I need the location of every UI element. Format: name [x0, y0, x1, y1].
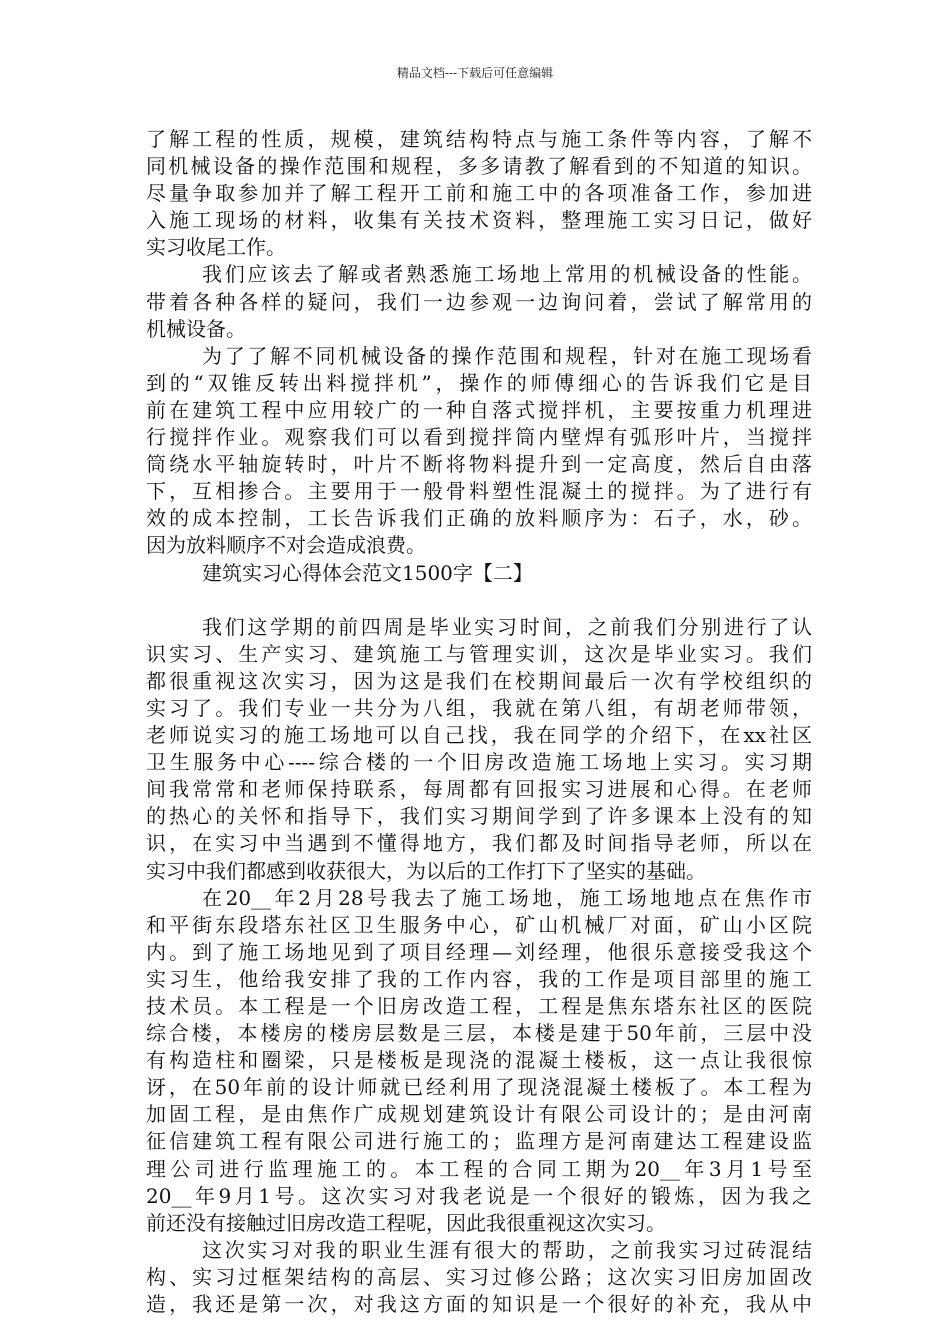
text-line: 实习了。我们专业一共分为八组，我就在第八组，有胡老师带领，: [146, 695, 812, 720]
text-line: 为了了解不同机械设备的操作范围和规程，针对在施工现场看: [202, 343, 812, 368]
text-line: 因为放料顺序不对会造成浪费。: [146, 533, 426, 558]
text-line: 实习生，他给我安排了我的工作内容，我的工作是项目部里的施工: [146, 966, 812, 991]
text-line: 间我常常和老师保持联系，每周都有回报实习进展和心得。在老师: [146, 777, 812, 802]
paragraph: [146, 126, 812, 261]
text-line: 和平街东段塔东社区卫生服务中心，矿山机械厂对面，矿山小区院: [146, 912, 812, 937]
text-line: 构、实习过框架结构的高层、实习过修公路；这次实习旧房加固改: [146, 1264, 812, 1289]
text-line: 我们应该去了解或者熟悉施工场地上常用的机械设备的性能。: [202, 262, 812, 287]
text-line: 有构造柱和圈梁，只是楼板是现浇的混凝土楼板，这一点让我很惊: [146, 1048, 812, 1073]
text-line: 20__年9月1号。这次实习对我老说是一个很好的锻炼，因为我之: [146, 1183, 812, 1208]
text-line: 效的成本控制，工长告诉我们正确的放料顺序为：石子，水，砂。: [146, 506, 812, 531]
text-line: 理公司进行监理施工的。本工程的合同工期为20__年3月1号至: [146, 1156, 812, 1181]
text-line: 实习收尾工作。: [146, 235, 286, 260]
text-line: 行搅拌作业。观察我们可以看到搅拌筒内壁焊有弧形叶片，当搅拌: [146, 425, 812, 450]
section-heading: 建筑实习心得体会范文1500字【二】: [202, 560, 533, 585]
text-line: 机械设备。: [146, 316, 246, 341]
text-line: 综合楼，本楼房的楼房层数是三层，本楼是建于50年前，三层中没: [146, 1021, 812, 1046]
text-line: 了解工程的性质，规模，建筑结构特点与施工条件等内容，了解不: [146, 127, 812, 151]
text-line: 前在建筑工程中应用较广的一种自落式搅拌机，主要按重力机理进: [146, 397, 812, 422]
text-line: 造，我还是第一次，对我这方面的知识是一个很好的补充，我从中: [146, 1292, 812, 1317]
text-line: 都很重视这次实习，因为这是我们在校期间最后一次有学校组织的: [146, 668, 812, 693]
paragraph: [146, 614, 812, 885]
text-line: 老师说实习的施工场地可以自己找，我在同学的介绍下，在xx社区: [146, 723, 812, 748]
text-line: 加固工程，是由焦作广成规划建筑设计有限公司设计的；是由河南: [146, 1102, 812, 1127]
text-line: 在20__年2月28号我去了施工场地，施工场地地点在焦作市: [202, 885, 812, 910]
text-line: 同机械设备的操作范围和规程，多多请教了解看到的不知道的知识。: [146, 154, 812, 179]
text-line: 尽量争取参加并了解工程开工前和施工中的各项准备工作，参加进: [146, 181, 812, 206]
blank-line: [146, 587, 812, 614]
text-line: 前还没有接触过旧房改造工程呢，因此我很重视这次实习。: [146, 1210, 666, 1235]
text-line: 识实习、生产实习、建筑施工与管理实训，这次是毕业实习。我们: [146, 641, 812, 666]
text-line: 实习中我们都感到收获很大，为以后的工作打下了坚实的基础。: [146, 858, 706, 883]
paragraph: [146, 885, 812, 1237]
text-line: 征信建筑工程有限公司进行施工的；监理方是河南建达工程建设监: [146, 1129, 812, 1154]
text-line: 我们这学期的前四周是毕业实习时间，之前我们分别进行了认: [202, 614, 812, 639]
paragraph: [146, 261, 812, 342]
text-line: 内。到了施工场地见到了项目经理—刘经理，他很乐意接受我这个: [146, 939, 812, 964]
page-header: 精品文档---下载后可任意编辑: [396, 66, 554, 80]
text-line: 入施工现场的材料，收集有关技术资料，整理施工实习日记，做好: [146, 208, 812, 233]
text-line: 识，在实习中当遇到不懂得地方，我们都及时间指导老师，所以在: [146, 831, 812, 856]
text-line: 带着各种各样的疑问，我们一边参观一边询问着，尝试了解常用的: [146, 289, 812, 314]
text-line: 筒绕水平轴旋转时，叶片不断将物料提升到一定高度，然后自由落: [146, 452, 812, 477]
text-line: 的热心的关怀和指导下，我们实习期间学到了许多课本上没有的知: [146, 804, 812, 829]
text-line: 这次实习对我的职业生涯有很大的帮助，之前我实习过砖混结: [202, 1237, 812, 1262]
text-line: 技术员。本工程是一个旧房改造工程，工程是焦东塔东社区的医院: [146, 994, 812, 1018]
text-line: 讶，在50年前的设计师就已经利用了现浇混凝土楼板了。本工程为: [146, 1075, 812, 1100]
paragraph: [146, 1237, 812, 1318]
document-body: [146, 126, 812, 1318]
text-line: 下，互相掺合。主要用于一般骨料塑性混凝土的搅拌。为了进行有: [146, 479, 812, 504]
text-line: 到的“双锥反转出料搅拌机”，操作的师傅细心的告诉我们它是目: [146, 370, 812, 395]
text-line: 卫生服务中心----综合楼的一个旧房改造施工场地上实习。实习期: [146, 750, 812, 775]
paragraph: [146, 343, 812, 560]
